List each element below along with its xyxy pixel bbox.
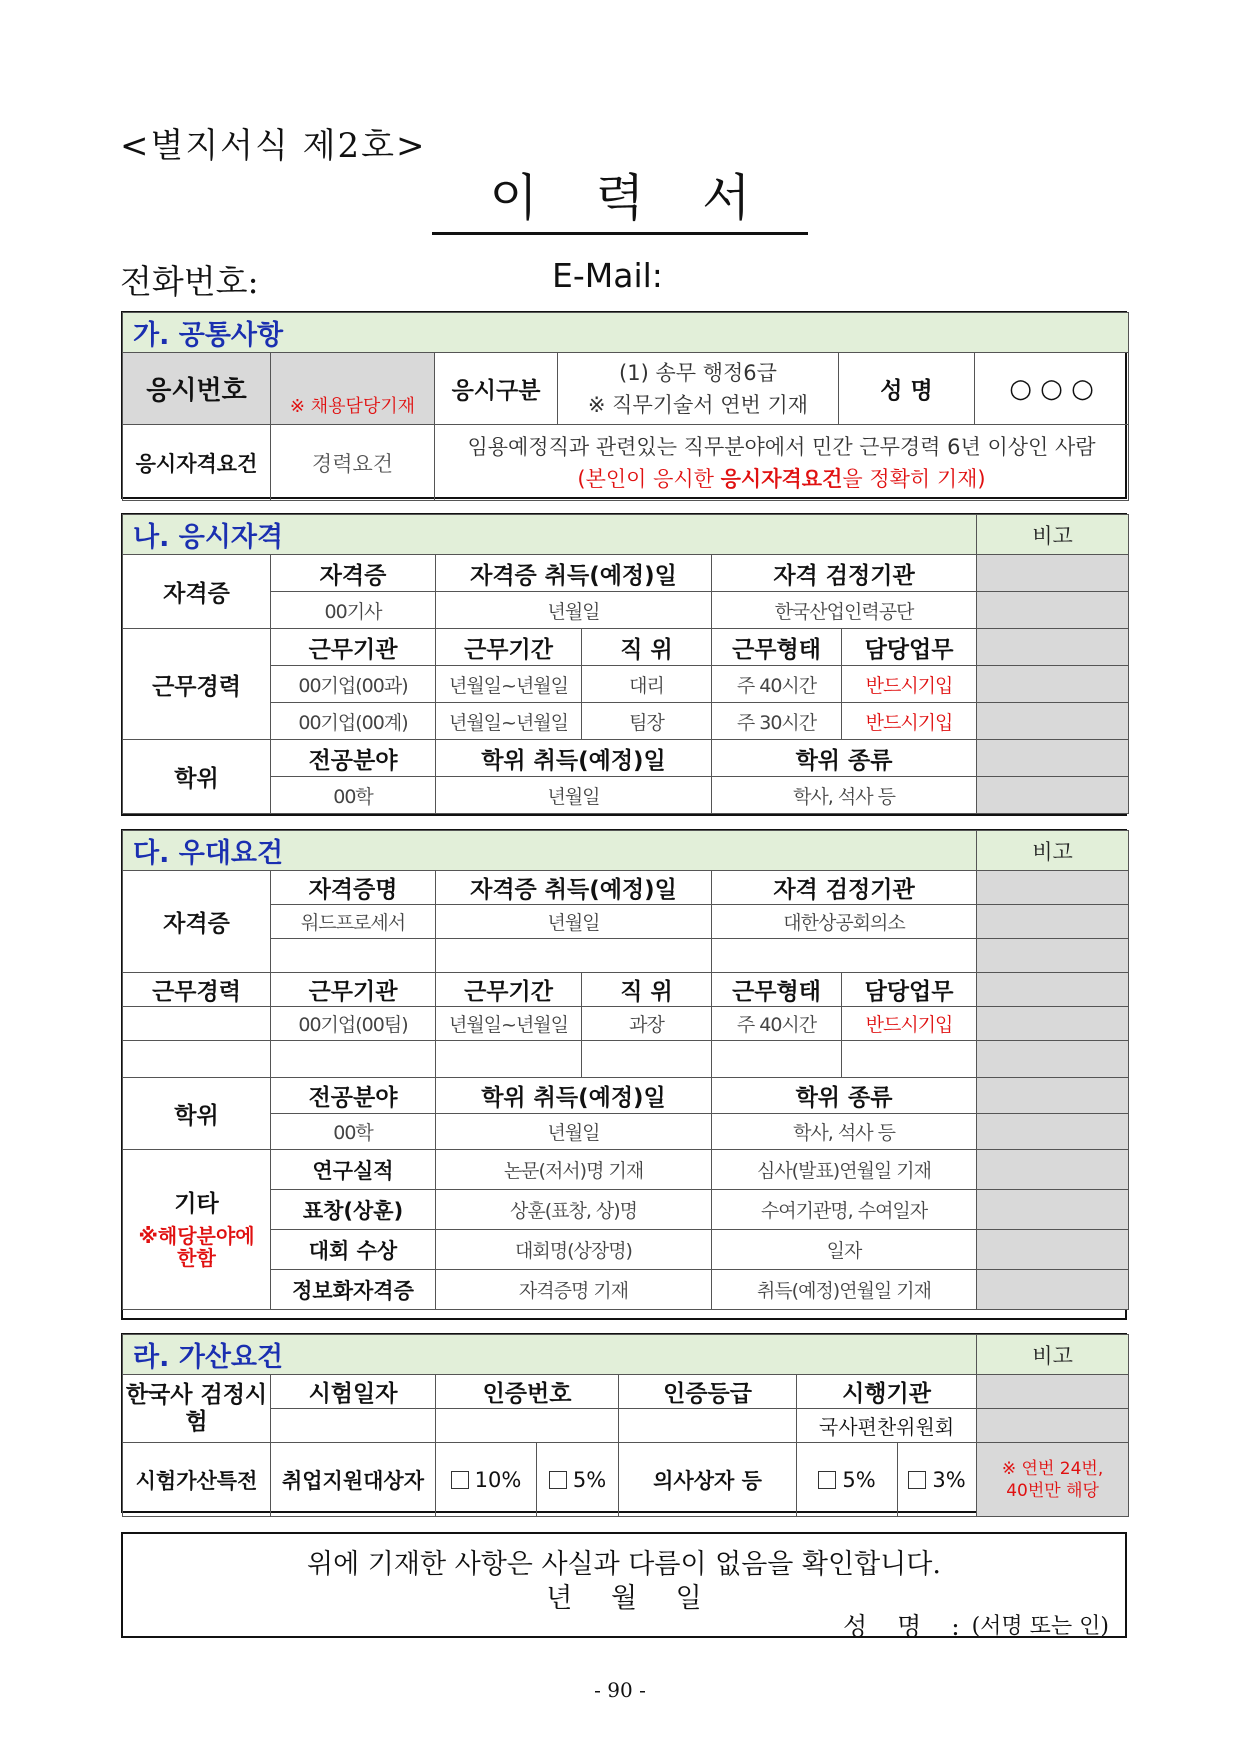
pref-career-empty-cell[interactable] — [712, 1041, 842, 1078]
etc-item-label: 대회 수상 — [271, 1230, 436, 1270]
exam-type-line2: ※ 직무기술서 연번 기재 — [587, 392, 809, 417]
pref-career-empty-cell[interactable] — [436, 1041, 582, 1078]
remark-header: 비고 — [977, 515, 1129, 555]
cert-header-name: 자격증 — [271, 555, 436, 592]
remark-header: 비고 — [977, 1335, 1129, 1375]
etc-item-date[interactable]: 수여기관명, 수여일자 — [712, 1190, 977, 1230]
email-label: E-Mail: — [552, 256, 663, 295]
pref-cert-header-org: 자격 검정기관 — [712, 871, 977, 905]
pref-career-header-period: 근무기간 — [436, 973, 582, 1007]
history-header-date: 시험일자 — [271, 1375, 436, 1409]
pref-degree-date-value[interactable]: 년월일 — [436, 1114, 712, 1150]
pref-cert-header-date: 자격증 취득(예정)일 — [436, 871, 712, 905]
career-header-duty: 담당업무 — [842, 629, 977, 666]
career-header-type: 근무형태 — [712, 629, 842, 666]
remark-cell[interactable] — [977, 1041, 1129, 1078]
pref-cert-date-empty[interactable] — [436, 939, 712, 973]
exam-number-note: ※ 채용담당기재 — [289, 396, 416, 417]
career-type-value[interactable]: 주 40시간 — [712, 666, 842, 703]
pref-career-label: 근무경력 — [123, 973, 271, 1007]
pref-cert-name-value[interactable]: 워드프로세서 — [271, 905, 436, 939]
remark-cell[interactable] — [977, 1150, 1129, 1190]
remark-cell[interactable] — [977, 666, 1129, 703]
degree-header-major: 전공분야 — [271, 740, 436, 777]
history-header-grade: 인증등급 — [619, 1375, 797, 1409]
career-type-value[interactable]: 주 30시간 — [712, 703, 842, 740]
remark-cell[interactable] — [977, 740, 1129, 777]
qualification-note-post: 을 정확히 기재) — [842, 466, 986, 491]
confirmation-statement: 위에 기재한 사항은 사실과 다름이 없음을 확인합니다. — [307, 1549, 941, 1580]
etc-item-date[interactable]: 취득(예정)연월일 기재 — [712, 1270, 977, 1310]
pref-career-empty-label — [123, 1041, 271, 1078]
degree-header-date: 학위 취득(예정)일 — [436, 740, 712, 777]
pref-career-org-value[interactable]: 00기업(00팀) — [271, 1007, 436, 1041]
cert-org-value[interactable]: 한국산업인력공단 — [712, 592, 977, 629]
etc-item-desc[interactable]: 논문(저서)명 기재 — [436, 1150, 712, 1190]
career-label: 근무경력 — [123, 629, 271, 740]
cert-name-value[interactable]: 00기사 — [271, 592, 436, 629]
pref-career-type-value[interactable]: 주 40시간 — [712, 1007, 842, 1041]
exam-type-label: 응시구분 — [435, 353, 558, 425]
etc-item-label: 표창(상훈) — [271, 1190, 436, 1230]
pref-cert-org-empty[interactable] — [712, 939, 977, 973]
remark-cell[interactable] — [977, 703, 1129, 740]
pref-cert-org-value[interactable]: 대한상공회의소 — [712, 905, 977, 939]
etc-item-label: 연구실적 — [271, 1150, 436, 1190]
page-number: - 90 - — [594, 1678, 646, 1702]
pref-degree-header-date: 학위 취득(예정)일 — [436, 1078, 712, 1114]
degree-header-kind: 학위 종류 — [712, 740, 977, 777]
remark-cell[interactable] — [977, 1007, 1129, 1041]
form-label: <별지서식 제2호> — [120, 126, 427, 166]
career-org-value[interactable]: 00기업(00계) — [271, 703, 436, 740]
section-bonus-title: 라. 가산요건 — [123, 1335, 977, 1375]
etc-item-label: 정보화자격증 — [271, 1270, 436, 1310]
etc-label: 기타 — [174, 1190, 219, 1217]
pref-degree-header-kind: 학위 종류 — [712, 1078, 977, 1114]
etc-label-cell — [123, 1150, 271, 1310]
signature-label: 성 명 : — [843, 1612, 960, 1641]
history-org-value: 국사편찬위원회 — [797, 1409, 977, 1443]
history-header-number: 인증번호 — [436, 1375, 619, 1409]
qualification-description: 임용예정직과 관련있는 직무분야에서 민간 근무경력 6년 이상인 사람 — [467, 434, 1096, 459]
document-title: 이력서 — [432, 170, 809, 235]
name-label: 성 명 — [839, 353, 975, 425]
history-exam-label: 한국사 검정시험 — [123, 1375, 271, 1443]
pref-career-duty-value[interactable]: 반드시기입 — [842, 1007, 977, 1041]
qualification-note — [435, 463, 1128, 495]
career-header-position: 직 위 — [582, 629, 712, 666]
exam-number-field[interactable] — [271, 353, 435, 425]
career-header-org: 근무기관 — [271, 629, 436, 666]
etc-note: ※해당분야에 한함 — [138, 1223, 255, 1270]
career-period-value[interactable]: 년월일~년월일 — [436, 703, 582, 740]
qualification-note-pre: (본인이 응시한 — [577, 466, 721, 491]
remark-cell[interactable] — [977, 1409, 1129, 1443]
remark-cell[interactable] — [977, 592, 1129, 629]
career-duty-value[interactable]: 반드시기입 — [842, 666, 977, 703]
pref-cert-label: 자격증 — [123, 871, 271, 973]
cert-header-date: 자격증 취득(예정)일 — [436, 555, 712, 592]
history-number-field[interactable] — [436, 1409, 619, 1443]
confirmation-date: 년 월 일 — [546, 1583, 702, 1614]
confirmation-box — [121, 1532, 1127, 1641]
remark-cell[interactable] — [977, 555, 1129, 592]
pref-career-header-type: 근무형태 — [712, 973, 842, 1007]
career-period-value[interactable]: 년월일~년월일 — [436, 666, 582, 703]
pref-career-header-duty: 담당업무 — [842, 973, 977, 1007]
etc-item-date[interactable]: 심사(발표)연월일 기재 — [712, 1150, 977, 1190]
section-bonus-table — [122, 1334, 1129, 1517]
pref-career-empty-label — [123, 1007, 271, 1041]
cert-header-org: 자격 검정기관 — [712, 555, 977, 592]
name-field[interactable]: ○ ○ ○ — [975, 353, 1129, 425]
pref-career-empty-cell[interactable] — [582, 1041, 712, 1078]
pref-degree-label: 학위 — [123, 1078, 271, 1150]
checkbox-icon[interactable] — [451, 1471, 469, 1489]
etc-item-desc[interactable]: 자격증명 기재 — [436, 1270, 712, 1310]
career-duty-value[interactable]: 반드시기입 — [842, 703, 977, 740]
merit-option-5-label: 5% — [842, 1467, 876, 1492]
bonus-note: ※ 연번 24번, 40번만 해당 — [977, 1443, 1129, 1517]
merit-option-5[interactable] — [797, 1443, 898, 1517]
section-qualification-title: 나. 응시자격 — [123, 515, 977, 555]
history-header-org: 시행기관 — [797, 1375, 977, 1409]
remark-cell[interactable] — [977, 777, 1129, 814]
phone-label: 전화번호: — [120, 262, 259, 301]
career-header-period: 근무기간 — [436, 629, 582, 666]
pref-degree-major-value[interactable]: 00학 — [271, 1114, 436, 1150]
career-position-value[interactable]: 팀장 — [582, 703, 712, 740]
merit-option-3[interactable] — [898, 1443, 977, 1517]
degree-major-value[interactable]: 00학 — [271, 777, 436, 814]
document-title-wrap — [0, 170, 1240, 235]
degree-date-value[interactable]: 년월일 — [436, 777, 712, 814]
exam-type-field[interactable] — [558, 353, 839, 425]
degree-label: 학위 — [123, 740, 271, 814]
history-grade-field[interactable] — [619, 1409, 797, 1443]
pref-career-header-org: 근무기관 — [271, 973, 436, 1007]
remark-cell[interactable] — [977, 905, 1129, 939]
remark-cell[interactable] — [977, 1375, 1129, 1409]
job-support-option-5-label: 5% — [572, 1467, 607, 1492]
job-support-label: 취업지원대상자 — [271, 1443, 436, 1517]
pref-career-period-value[interactable]: 년월일~년월일 — [436, 1007, 582, 1041]
etc-item-desc[interactable]: 상훈(표창, 상)명 — [436, 1190, 712, 1230]
etc-item-desc[interactable]: 대회명(상장명) — [436, 1230, 712, 1270]
cert-date-value[interactable]: 년월일 — [436, 592, 712, 629]
pref-cert-date-value[interactable]: 년월일 — [436, 905, 712, 939]
checkbox-icon[interactable] — [908, 1471, 926, 1489]
pref-cert-header-name: 자격증명 — [271, 871, 436, 905]
exam-number-label: 응시번호 — [123, 353, 271, 425]
pref-degree-kind-value[interactable]: 학사, 석사 등 — [712, 1114, 977, 1150]
section-preference-title: 다. 우대요건 — [123, 831, 977, 871]
bonus-label: 시험가산특전 — [123, 1443, 271, 1517]
career-position-value[interactable]: 대리 — [582, 666, 712, 703]
remark-header: 비고 — [977, 831, 1129, 871]
remark-cell[interactable] — [977, 1270, 1129, 1310]
exam-type-line1: (1) 송무 행정6급 — [619, 360, 777, 385]
pref-career-empty-cell[interactable] — [842, 1041, 977, 1078]
history-date-field[interactable] — [271, 1409, 436, 1443]
section-common-title: 가. 공통사항 — [123, 313, 1129, 353]
etc-item-date[interactable]: 일자 — [712, 1230, 977, 1270]
pref-career-empty-cell[interactable] — [271, 1041, 436, 1078]
qualification-label: 응시자격요건 — [123, 425, 271, 501]
pref-career-header-position: 직 위 — [582, 973, 712, 1007]
checkbox-icon[interactable] — [549, 1471, 567, 1489]
job-support-option-5[interactable] — [537, 1443, 619, 1517]
remark-cell[interactable] — [977, 871, 1129, 905]
pref-degree-header-major: 전공분야 — [271, 1078, 436, 1114]
qualification-type: 경력요건 — [271, 425, 435, 501]
remark-cell[interactable] — [977, 1078, 1129, 1114]
section-qualification-table — [122, 514, 1129, 814]
degree-kind-value[interactable]: 학사, 석사 등 — [712, 777, 977, 814]
merit-option-3-label: 3% — [932, 1467, 966, 1492]
remark-cell[interactable] — [977, 1190, 1129, 1230]
checkbox-icon[interactable] — [818, 1471, 836, 1489]
cert-label: 자격증 — [123, 555, 271, 629]
remark-cell[interactable] — [977, 629, 1129, 666]
section-common-table — [122, 312, 1129, 501]
pref-cert-name-empty[interactable] — [271, 939, 436, 973]
qualification-description-cell — [435, 425, 1129, 501]
remark-cell[interactable] — [977, 973, 1129, 1007]
remark-cell[interactable] — [977, 1114, 1129, 1150]
qualification-note-bold: 응시자격요건 — [720, 466, 843, 491]
pref-career-position-value[interactable]: 과장 — [582, 1007, 712, 1041]
job-support-option-10-label: 10% — [474, 1467, 522, 1492]
remark-cell[interactable] — [977, 1230, 1129, 1270]
career-org-value[interactable]: 00기업(00과) — [271, 666, 436, 703]
section-preference-table — [122, 830, 1129, 1310]
job-support-option-10[interactable] — [436, 1443, 537, 1517]
signature-note: (서명 또는 인) — [971, 1614, 1109, 1639]
merit-label: 의사상자 등 — [619, 1443, 797, 1517]
remark-cell[interactable] — [977, 939, 1129, 973]
